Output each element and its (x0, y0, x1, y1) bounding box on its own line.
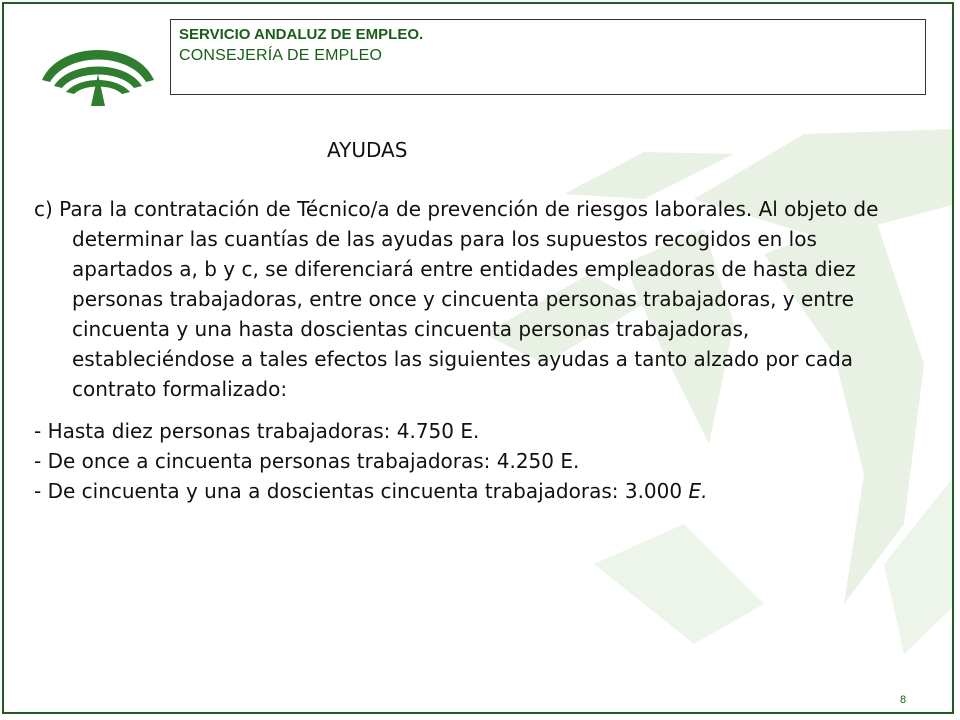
description-paragraph: c) Para la contratación de Técnico/a de prevención de riesgos laborales. Al objeto de determinar las cuantías de las ayudas para los supuestos recogidos en los apartados a, b y c, se diferenciará entre entidades empleadoras de hasta diez personas trabajadoras, entre once y cincuenta personas trabajadoras, y entre cincuenta y una hasta doscientas cincuenta personas trabajadoras, estableciéndose a tales efectos las siguientes ayudas a tanto alzado por cada contrato formalizado: (34, 197, 879, 401)
page-title: AYUDAS (327, 138, 408, 162)
organization-name: SERVICIO ANDALUZ DE EMPLEO. (179, 26, 424, 43)
list-item-text: - De cincuenta y una a doscientas cincuenta trabajadoras: 3.000 (34, 479, 689, 503)
list-item (34, 476, 914, 506)
junta-andalucia-logo-icon (38, 36, 158, 108)
list-item (34, 416, 914, 446)
list-item-text: - Hasta diez personas trabajadoras: 4.750 E. (34, 419, 480, 443)
list-item-suffix: E. (688, 479, 708, 503)
header-box (170, 19, 926, 95)
slide-frame (2, 2, 954, 714)
page-number: 8 (900, 694, 907, 706)
list-item-text: - De once a cincuenta personas trabajadoras: 4.250 E. (34, 449, 580, 473)
main-content (34, 194, 914, 506)
department-name: CONSEJERÍA DE EMPLEO (179, 47, 383, 64)
list-item (34, 446, 914, 476)
